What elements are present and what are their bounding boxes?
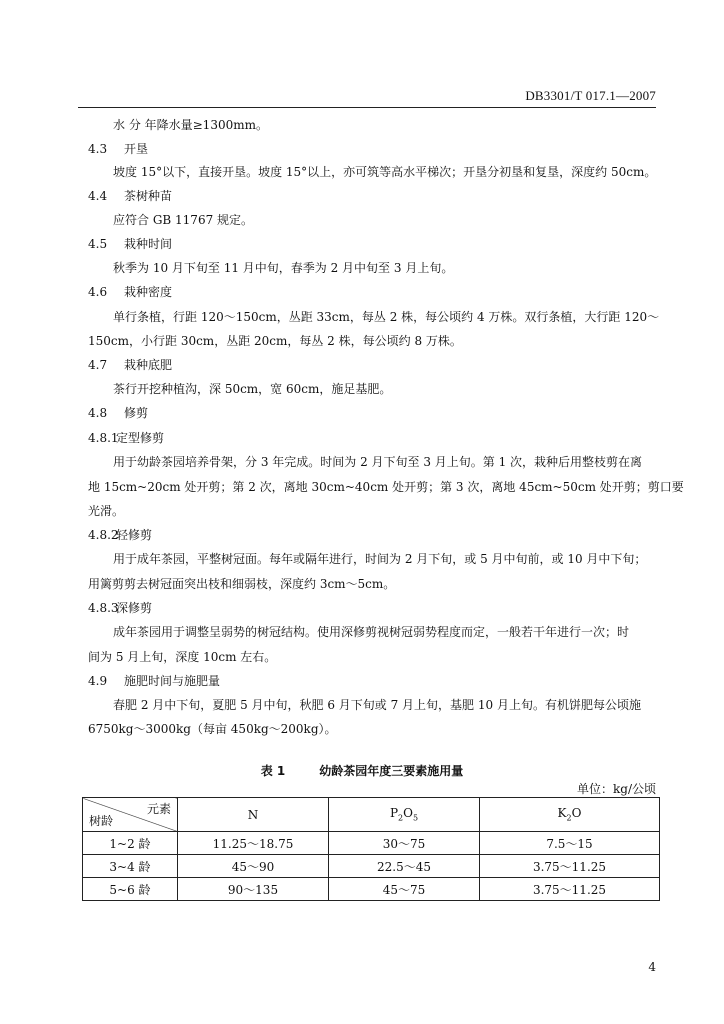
column-header-n: N bbox=[178, 798, 329, 832]
cell-p2o5: 30～75 bbox=[329, 832, 480, 855]
text-line: 成年茶园用于调整呈弱势的树冠结构。使用深修剪视树冠弱势程度而定，一般若干年进行一次；时 bbox=[113, 625, 630, 639]
subsection-heading bbox=[88, 430, 164, 446]
text-line: 坡度 15°以下，直接开垦。坡度 15°以上，亦可筑等高水平梯次；开垦分初垦和复垦，深度约 50cm。 bbox=[113, 165, 657, 179]
cell-p2o5: 22.5～45 bbox=[329, 855, 480, 878]
section-title: 栽种密度 bbox=[124, 285, 173, 299]
section-heading bbox=[88, 357, 172, 373]
table-row bbox=[83, 855, 660, 878]
page-number: 4 bbox=[648, 960, 656, 974]
section-number: 4.5 bbox=[88, 237, 108, 251]
cell-n: 45～90 bbox=[178, 855, 329, 878]
table-row bbox=[83, 832, 660, 855]
section-number: 4.7 bbox=[88, 358, 108, 372]
section-title: 修剪 bbox=[124, 406, 149, 420]
standard-code: DB3301/T 017.1—2007 bbox=[525, 88, 656, 103]
subsection-number: 4.8.1 bbox=[88, 431, 119, 445]
section-heading bbox=[88, 141, 148, 157]
section-title: 施肥时间与施肥量 bbox=[124, 674, 221, 688]
cell-age: 5~6 龄 bbox=[83, 878, 178, 901]
cell-k2o: 7.5～15 bbox=[480, 832, 660, 855]
corner-label-age: 树龄 bbox=[89, 814, 114, 828]
text-line: 秋季为 10 月下旬至 11 月中旬，春季为 2 月中旬至 3 月上旬。 bbox=[113, 261, 454, 275]
subsection-title: 轻修剪 bbox=[116, 528, 153, 542]
cell-age: 1~2 龄 bbox=[83, 832, 178, 855]
section-number: 4.8 bbox=[88, 406, 108, 420]
column-header-k2o: $K_2O$ bbox=[480, 798, 660, 832]
subsection-heading bbox=[88, 527, 152, 543]
table-row bbox=[83, 878, 660, 901]
section-title: 栽种底肥 bbox=[124, 358, 173, 372]
section-heading bbox=[88, 405, 148, 421]
text-line: 用篱剪剪去树冠面突出枝和细弱枝，深度约 3cm～5cm。 bbox=[88, 577, 396, 591]
section-title: 栽种时间 bbox=[124, 237, 173, 251]
section-number: 4.3 bbox=[88, 142, 108, 156]
section-heading bbox=[88, 188, 172, 204]
text-line: 用于幼龄茶园培养骨架，分 3 年完成。时间为 2 月下旬至 3 月上旬。第 1 次，栽种后用整枝剪在离 bbox=[113, 455, 643, 469]
text-line: 应符合 GB 11767 规定。 bbox=[113, 213, 254, 227]
section-title: 开垦 bbox=[124, 142, 149, 156]
text-line: 6750kg～3000kg（每亩 450kg～200kg）。 bbox=[88, 722, 337, 736]
text-line: 间为 5 月上旬，深度 10cm 左右。 bbox=[88, 650, 277, 664]
text-line: 茶行开挖种植沟，深 50cm，宽 60cm，施足基肥。 bbox=[113, 382, 392, 396]
cell-k2o: 3.75～11.25 bbox=[480, 855, 660, 878]
corner-label-element: 元素 bbox=[146, 802, 171, 816]
table-unit: 单位：kg/公顷 bbox=[577, 782, 656, 796]
text-line: 地 15cm~20cm 处开剪；第 2 次，离地 30cm~40cm 处开剪；第 3 次，离地 45cm~50cm 处开剪；剪口要 bbox=[88, 480, 684, 494]
subsection-title: 深修剪 bbox=[116, 601, 153, 615]
text-line: 春肥 2 月中下旬，夏肥 5 月中旬，秋肥 6 月下旬或 7 月上旬，基肥 10 月上旬。有机饼肥每公顷施 bbox=[113, 698, 641, 712]
section-number: 4.4 bbox=[88, 189, 108, 203]
section-heading bbox=[88, 284, 172, 300]
subsection-number: 4.8.3 bbox=[88, 601, 119, 615]
section-number: 4.9 bbox=[88, 674, 108, 688]
section-title: 茶树种苗 bbox=[124, 189, 173, 203]
cell-k2o: 3.75～11.25 bbox=[480, 878, 660, 901]
section-heading bbox=[88, 673, 220, 689]
cell-n: 90～135 bbox=[178, 878, 329, 901]
text-line: 光滑。 bbox=[88, 504, 125, 518]
subsection-number: 4.8.2 bbox=[88, 528, 119, 542]
text-line: 单行条植，行距 120～150cm，丛距 33cm，每丛 2 株，每公顷约 4 万株。双行条植，大行距 120～ bbox=[113, 310, 660, 324]
text-line: 水 分 年降水量≥1300mm。 bbox=[113, 118, 268, 132]
table-caption bbox=[0, 762, 724, 779]
column-header-p2o5: $P_2O_5$ bbox=[329, 798, 480, 832]
subsection-heading bbox=[88, 600, 152, 616]
section-heading bbox=[88, 236, 172, 252]
cell-n: 11.25～18.75 bbox=[178, 832, 329, 855]
cell-p2o5: 45～75 bbox=[329, 878, 480, 901]
table-title: 幼龄茶园年度三要素施用量 bbox=[319, 764, 464, 778]
table-number: 表 1 bbox=[260, 764, 286, 778]
header-rule bbox=[78, 107, 656, 108]
subsection-title: 定型修剪 bbox=[116, 431, 165, 445]
text-line: 用于成年茶园，平整树冠面。每年或隔年进行，时间为 2 月下旬，或 5 月中旬前，或 10 月中下旬； bbox=[113, 552, 647, 566]
section-number: 4.6 bbox=[88, 285, 108, 299]
table-header-row bbox=[83, 798, 660, 832]
fertilizer-table bbox=[82, 797, 660, 901]
cell-age: 3~4 龄 bbox=[83, 855, 178, 878]
text-line: 150cm，小行距 30cm，丛距 20cm，每丛 2 株，每公顷约 8 万株。 bbox=[88, 334, 462, 348]
diagonal-header-cell bbox=[83, 798, 178, 832]
